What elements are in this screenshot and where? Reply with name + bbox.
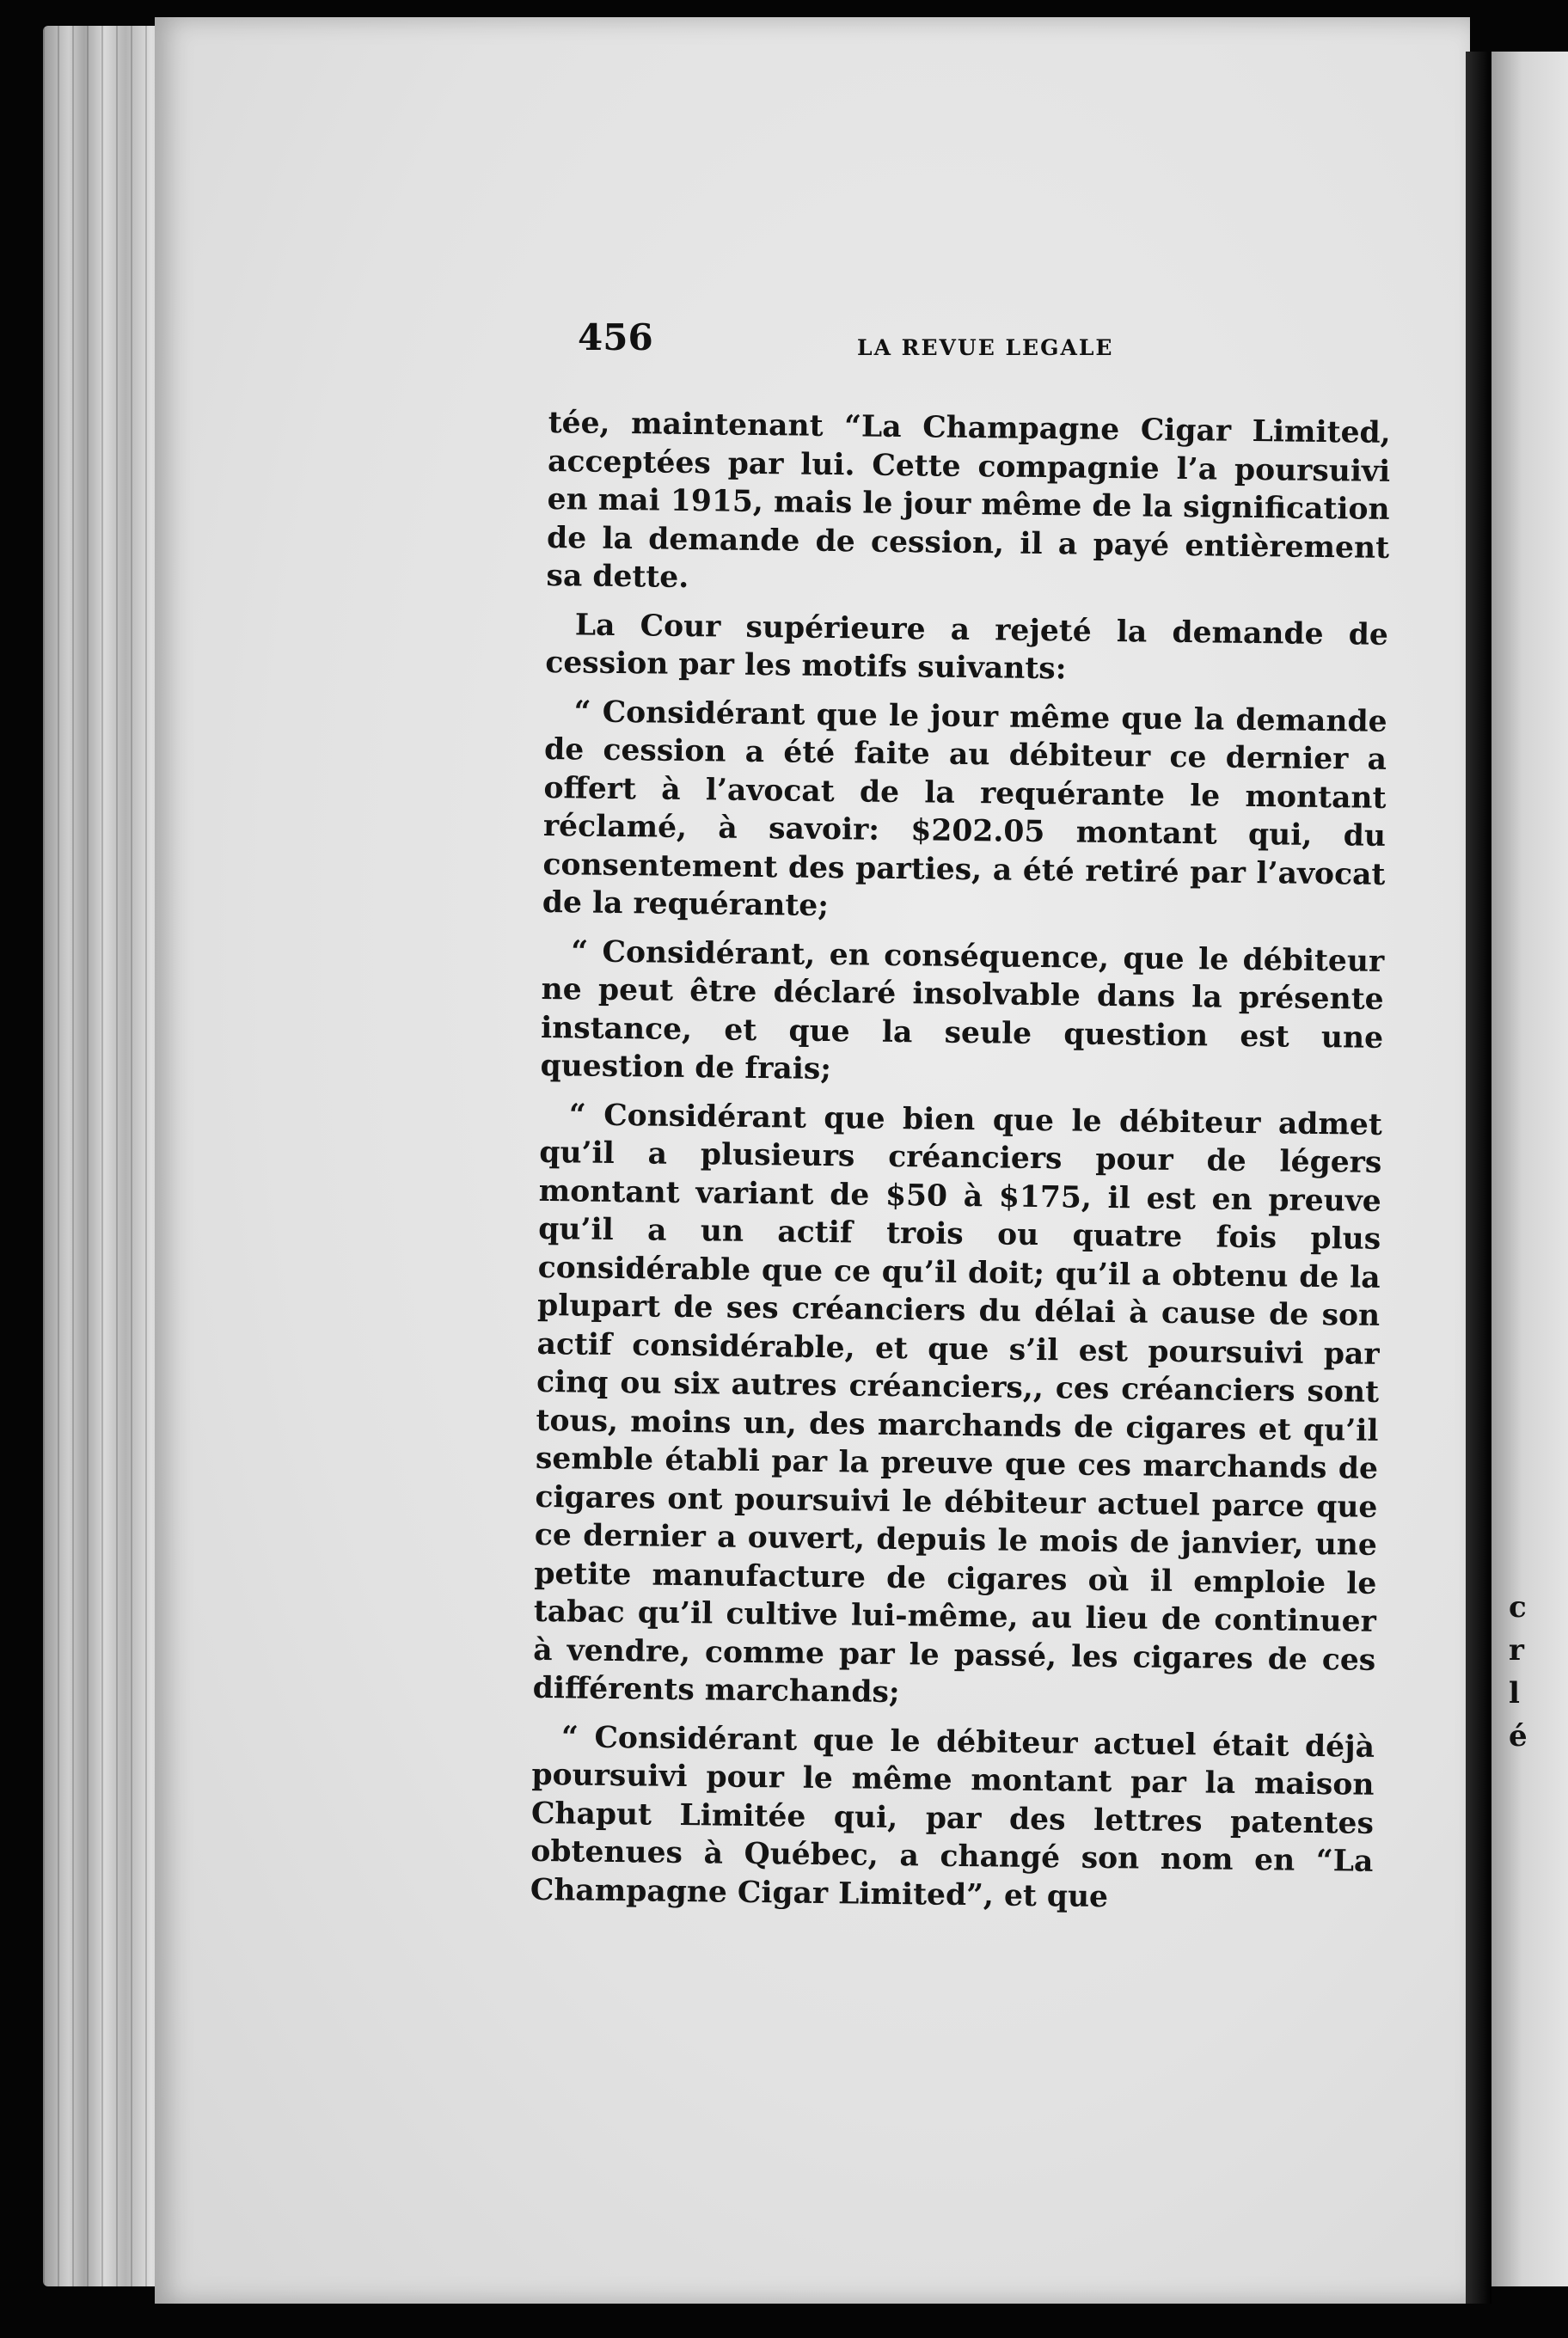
paragraph: La Cour supérieure a rejeté la demande de cession par les motifs suivants: — [545, 607, 1389, 687]
facing-page-letter: l — [1509, 1676, 1520, 1711]
facing-page-letter: é — [1509, 1719, 1528, 1754]
paragraph: tée, maintenant “La Champagne Cigar Limited, acceptées par lui. Cette compagnie l’a poursuivi en mai 1915, mais le jour même de la signification de la demande de cession, il a payé entièrement sa dette. — [546, 405, 1391, 596]
paragraph: “ Considérant que bien que le débiteur admet qu’il a plusieurs créanciers pour de légers montant variant de $50 à $175, il est en preuve qu’il a un actif trois ou quatre fois plus considérable que ce qu’il doit; qu’il a obtenu de la plupart de ses créanciers du délai à cause de son actif considérable, et que s’il est poursuivi par cinq ou six autres créanciers,, ces créanciers sont tous, moins un, des marchands de cigares et qu’il semble établi par la preuve que ces marchands de cigares ont poursuivi le débiteur actuel parce que ce dernier a ouvert, depuis le mois de janvier, une petite manufacture de cigares où il emploie le tabac qu’il cultive lui-même, au lieu de continuer à vendre, comme par le passé, les cigares de ces différents marchands; — [532, 1097, 1383, 1711]
journal-title: LA REVUE LEGALE — [857, 335, 1114, 360]
body-text — [530, 404, 1390, 1930]
facing-page-edge — [1491, 52, 1568, 2286]
facing-page-letter: r — [1509, 1633, 1524, 1668]
paragraph: “ Considérant, en conséquence, que le débiteur ne peut être déclaré insolvable dans la présente instance, et que la seule question est une question de frais; — [540, 933, 1385, 1087]
facing-page-letter: c — [1509, 1590, 1527, 1625]
paragraph: “ Considérant que le débiteur actuel était déjà poursuivi pour le même montant par la maison Chaput Limitée qui, par des lettres patentes obtenues à Québec, a changé son nom en “La Champagne Cigar Limited”, et que — [530, 1719, 1375, 1914]
spine-gutter — [1466, 52, 1491, 2304]
running-head — [578, 316, 1451, 368]
page-number: 456 — [578, 316, 653, 358]
paragraph: “ Considérant que le jour même que la demande de cession a été faite au débiteur ce dernier a offert à l’avocat de la requérante le montant réclamé, à savoir: $202.05 montant qui, du consentement des parties, a été retiré par l’avocat de la requérante; — [542, 694, 1387, 924]
